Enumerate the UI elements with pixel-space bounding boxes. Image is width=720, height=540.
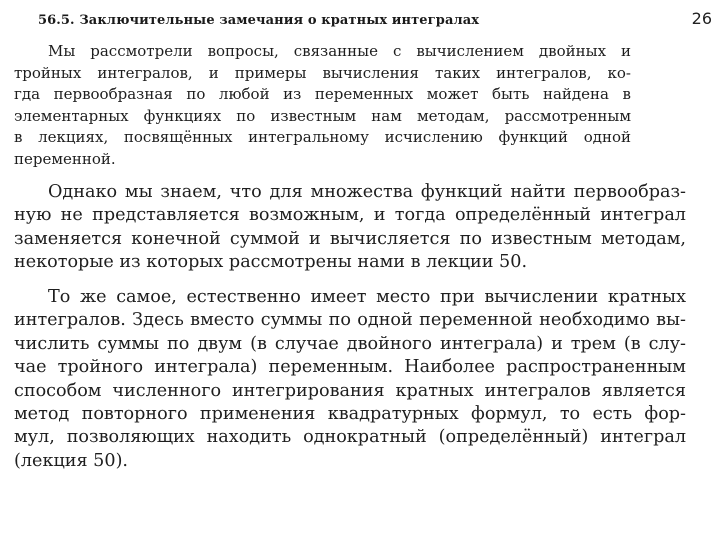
text-line: способом численного интегрирования кратных интегралов является [14,380,686,401]
text-line: чае тройного интеграла) переменным. Наиболее распространенным [14,357,686,378]
text-line: гда первообразная по любой из переменных может быть найдена в [14,85,631,103]
text-line: Однако мы знаем, что для множества функций найти первообраз- [48,182,686,202]
text-line: метод повторного применения квадратурных формул, то есть фор- [14,404,686,425]
paragraph-1 [14,41,631,170]
text-line: элементарных функциях по известным нам методам, рассмотренным [14,106,631,125]
text-line: тройных интегралов, и примеры вычисления таких интегралов, ко- [14,63,631,82]
text-line: (лекция 50). [14,450,129,471]
text-line: То же самое, естественно имеет место при вычислении кратных [48,287,686,307]
text-line: некоторые из которых рассмотрены нами в лекции 50. [14,252,528,273]
text-line: интегралов. Здесь вместо суммы по одной переменной необходимо вы- [14,310,686,331]
text-line: мул, позволяющих находить однократный (определённый) интеграл [14,427,686,448]
page-number: 26 [691,9,712,28]
paragraph-3 [14,286,686,473]
section-heading: 56.5. Заключительные замечания о кратных интегралах [38,13,480,28]
text-line: ную не представляется возможным, и тогда определённый интеграл [14,205,686,226]
text-line: заменяется конечной суммой и вычисляется по известным методам, [14,228,686,249]
text-line: в лекциях, посвящённых интегральному исчислению функций одной [14,128,631,146]
text-line: Мы рассмотрели вопросы, связанные с вычислением двойных и [48,42,631,60]
text-line: переменной. [14,149,116,168]
paragraph-2 [14,181,686,275]
text-line: числить суммы по двум (в случае двойного интеграла) и трем (в слу- [14,333,686,354]
